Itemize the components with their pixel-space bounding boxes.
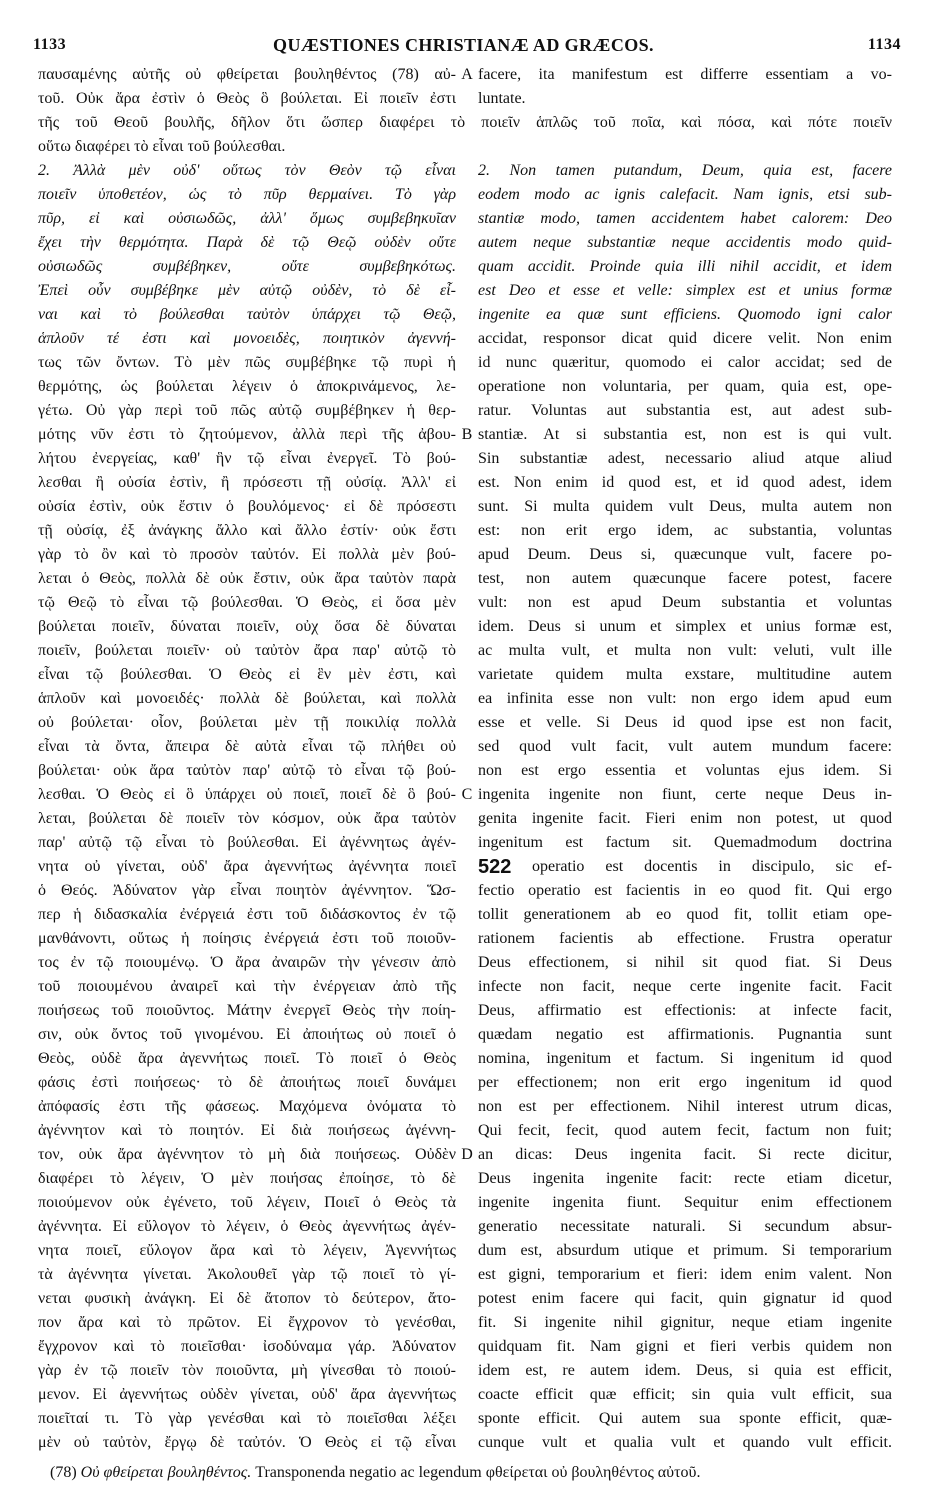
text-line <box>0 736 927 758</box>
latin-column-line: luntate. <box>478 90 526 107</box>
latin-column-line: quædam negatio est affirmationis. Pugnantia sunt <box>478 1026 892 1043</box>
text-line <box>0 640 927 662</box>
latin-column-line: tollit generationem ab eo quod fit, tollit etiam ope- <box>478 906 892 923</box>
text-line <box>0 808 927 830</box>
section-marker: D <box>461 1146 473 1163</box>
latin-column-line: varietate quidem multa exstare, multitudine autem <box>478 666 892 683</box>
greek-column-line: οὐσιωδῶς συμβέβηκεν, οὔτε συμβεβηκότως. <box>38 258 456 275</box>
footnote-number: (78) <box>50 1464 77 1481</box>
text-line <box>0 328 927 350</box>
text-line <box>0 1240 927 1262</box>
text-line <box>0 1288 927 1310</box>
greek-column-line: ποιήσεως τοῦ ποιοῦντος. Μάτην ἐνεργεῖ Θεὸς τὴν ποίη- <box>38 1002 456 1019</box>
greek-column-line: παρ' αὐτῷ τῷ εἶναι τὸ βούλεσθαι. Εἰ ἀγέννητως ἀγέν- <box>38 834 456 851</box>
latin-column-line: cunque vult et qualia vult et quando vult efficit. <box>478 1434 892 1451</box>
text-line <box>0 88 927 110</box>
greek-column-line: μὲν οὐ ταὐτὸν, ἔργῳ δὲ ταὐτόν. Ὁ Θεὸς εἰ τῷ εἶναι <box>38 1434 456 1451</box>
footnote-greek-correction: φθείρεται οὐ βουληθέντος αὐτοῦ. <box>485 1464 701 1481</box>
text-line <box>0 376 927 398</box>
greek-column-line: ἀγέννητα. Εἰ εὔλογον τὸ λέγειν, ὁ Θεὸς ἀγεννήτως ἀγέν- <box>38 1218 456 1235</box>
greek-column-line: λεται ὁ Θεὸς, πολλὰ δὲ οὐκ ἔστιν, οὐκ ἄρα ταὐτὸν παρὰ <box>38 570 456 587</box>
greek-column-line: 2. Ἀλλὰ μὲν οὐδ' οὕτως τὸν Θεὸν τῷ εἶναι <box>38 162 456 179</box>
latin-column-line: quam accidit. Proinde quia illi nihil accidit, et idem <box>478 258 892 275</box>
latin-column-line: quidquam fit. Nam gigni et fieri verbis quidem non <box>478 1338 892 1355</box>
greek-column-line: τῇ οὐσίᾳ, ἐξ ἀνάγκης ἄλλο καὶ ἄλλο ἐστίν· οὐκ ἔστι <box>38 522 456 539</box>
greek-column-line: λεσθαι. Ὁ Θεὸς εἰ ὃ ὑπάρχει οὐ ποιεῖ, ποιεῖ δὲ ὃ βού- <box>38 786 456 803</box>
greek-column-line: τον, οὐκ ἄρα ἀγέννητον τὸ μὴ διὰ ποιήσεως. Οὐδὲν <box>38 1146 456 1163</box>
text-line <box>0 568 927 590</box>
greek-column-line: φάσις ἐστὶ ποιήσεως· τὸ δὲ ἀποιήτως ποιεῖ δυνάμει <box>38 1074 456 1091</box>
greek-column-line: ποιεῖταί τι. Τὸ γὰρ γενέσθαι καὶ τὸ ποιεῖσθαι λέξει <box>38 1410 456 1427</box>
latin-column-line: generatio necessitate naturali. Si secundum absur- <box>478 1218 892 1235</box>
text-line <box>0 928 927 950</box>
latin-column-line: genita ingenite facit. Fieri enim non potest, ut quod <box>478 810 892 827</box>
greek-column-line: γὰρ ἐν τῷ ποιεῖν τὸν ποιοῦντα, μὴ γίνεσθαι τὸ ποιού- <box>38 1362 456 1379</box>
greek-column-line: βούλεται ποιεῖν, δύναται ποιεῖν, οὐχ ὅσα δὲ δύναται <box>38 618 456 635</box>
text-line <box>0 280 927 302</box>
latin-column-line: est. Non enim id quod est, et id quod adest, idem <box>478 474 892 491</box>
running-title: QUÆSTIONES CHRISTIANÆ AD GRÆCOS. <box>273 35 654 55</box>
latin-column-line: Qui fecit, fecit, quod autem fecit, factum non fuit; <box>478 1122 892 1139</box>
greek-column-line: τος ἐν τῷ ποιουμένῳ. Ὁ ἄρα ἀναιρῶν τὴν γένεσιν ἀπὸ <box>38 954 456 971</box>
latin-column-line: sunt. Si multa quidem vult Deus, multa autem non <box>478 498 892 515</box>
greek-column-line: γέτω. Οὐ γὰρ περὶ τοῦ πῶς αὐτῷ συμβέβηκεν ἡ θερ- <box>38 402 456 419</box>
latin-column-line: ingenite ea quæ sunt efficiens. Quomodo igni calor <box>478 306 892 323</box>
text-line <box>0 1336 927 1358</box>
greek-column-line: παυσαμένης αὐτῆς οὐ φθείρεται βουληθέντος (78) αὐ- <box>38 66 456 83</box>
latin-column-line: potest enim facere qui facit, quin gignatur id quod <box>478 1290 892 1307</box>
text-line <box>0 208 927 230</box>
full-width-line: τῆς τοῦ Θεοῦ βουλῆς, δῆλον ὅτι ὥσπερ διαφέρει τὸ ποιεῖν ἁπλῶς τοῦ ποῖα, καὶ πόσα, καὶ πότε ποιεῖν <box>38 114 892 131</box>
text-line <box>0 1264 927 1286</box>
latin-column-line: est: non erit ergo idem, ac substantia, voluntas <box>478 522 892 539</box>
greek-column-line: ἀπόφασίς ἐστι τῆς φάσεως. Μαχόμενα ὀνόματα τὸ <box>38 1098 456 1115</box>
greek-column-line: νεται φυσικὴ ἀνάγκη. Εἰ δὲ ἄτοπον τὸ δεύτερον, ἄτο- <box>38 1290 456 1307</box>
latin-column-line: coacte efficit quæ efficit; sin quia vult efficit, sua <box>478 1386 892 1403</box>
greek-column-line: εἶναι τὰ ὄντα, ἄπειρα δὲ αὐτὰ εἶναι τῷ πλήθει οὐ <box>38 738 456 755</box>
greek-column-line: μανθάνοντι, οὕτως ἡ ποίησις ἐνέργειά ἐστι τοῦ ποιοῦν- <box>38 930 456 947</box>
section-marker: B <box>461 426 473 443</box>
latin-column-line: autem neque substantiæ neque accidentis modo quid- <box>478 234 892 251</box>
latin-column-line: est gigni, temporarium et fieri: idem enim valent. Non <box>478 1266 892 1283</box>
text-line <box>0 232 927 254</box>
text-line <box>0 1216 927 1238</box>
latin-column-line: ingenita ingenite non fiunt, certe neque Deus in- <box>478 786 892 803</box>
text-line <box>0 1072 927 1094</box>
greek-column-line: ποιούμενον οὐκ ἐγένετο, τοῦ λέγειν, Ποιεῖ ὁ Θεὸς τὰ <box>38 1194 456 1211</box>
text-line <box>0 1192 927 1214</box>
latin-column-line: esse et velle. Si Deus id quod ipse est non facit, <box>478 714 892 731</box>
latin-column-line: test, non autem quæcunque facere potest, facere <box>478 570 892 587</box>
latin-column-line: operatio est docentis in discipulo, sic ef- <box>532 858 892 875</box>
greek-column-line: ναι καὶ τὸ βούλεσθαι ταὐτὸν ὑπάρχει τῷ Θεῷ, <box>38 306 456 323</box>
latin-column-line: non est per effectionem. Nihil interest utrum dicas, <box>478 1098 892 1115</box>
latin-column-line: dum est, absurdum utique et primum. Si temporarium <box>478 1242 892 1259</box>
text-line <box>0 424 927 446</box>
greek-column-line: οὕτω διαφέρει τὸ εἶναι τοῦ βούλεσθαι. <box>38 138 286 155</box>
text-line <box>0 1048 927 1070</box>
text-line <box>0 1432 927 1454</box>
text-line <box>0 448 927 470</box>
latin-column-line: accidat, responsor dicat quid dicere velit. Non enim <box>478 330 892 347</box>
text-line <box>0 1096 927 1118</box>
latin-column-line: ea infinita esse non vult: non ergo idem apud eum <box>478 690 892 707</box>
greek-column-line: Θεὸς, οὐδὲ ἄρα ἀγεννήτως ποιεῖ. Τὸ ποιεῖ ὁ Θεὸς <box>38 1050 456 1067</box>
latin-column-line: Sin substantiæ adest, necessario aliud atque aliud <box>478 450 892 467</box>
text-line <box>0 664 927 686</box>
latin-column-line: an dicas: Deus ingenita facit. Si recte dicitur, <box>478 1146 892 1163</box>
text-line <box>0 64 927 86</box>
latin-column-line: id nunc quæritur, quomodo ei calor accidat; sed de <box>478 354 892 371</box>
latin-column-line: Deus effectionem, si nihil sit quod fiat. Si Deus <box>478 954 892 971</box>
greek-column-line: γὰρ τὸ ὂν καὶ τὸ προσὸν ταὐτόν. Εἰ πολλὰ μὲν βού- <box>38 546 456 563</box>
greek-column-line: ὁ Θεός. Ἀδύνατον γὰρ εἶναι ποιητὸν ἀγέννητον. Ὥσ- <box>38 882 456 899</box>
text-line <box>0 832 927 854</box>
latin-column-line: sponte efficit. Qui autem sua sponte efficit, quæ- <box>478 1410 892 1427</box>
latin-column-line: operatione non voluntaria, per quam, quia est, ope- <box>478 378 892 395</box>
text-line <box>0 592 927 614</box>
greek-column-line: οὐ βούλεται· οἷον, βούλεται μὲν τῇ ποικιλίᾳ πολλὰ <box>38 714 456 731</box>
text-line <box>0 256 927 278</box>
latin-column-line: stantiæ modo, tamen accidentem habet calorem: Deo <box>478 210 892 227</box>
latin-column-line: non est ergo essentia et voluntas ejus idem. Si <box>478 762 892 779</box>
text-line <box>0 1120 927 1142</box>
latin-column-line: infecte non facit, neque certe ingenite facit. Facit <box>478 978 892 995</box>
greek-column-line: ἀγέννητον καὶ τὸ ποιητόν. Εἰ διὰ ποιήσεως ἀγέννη- <box>38 1122 456 1139</box>
footnote-latin: Transponenda negatio ac legendum <box>255 1464 482 1481</box>
text-line <box>0 784 927 806</box>
text-line <box>0 856 927 878</box>
text-line <box>0 616 927 638</box>
greek-column-line: λήτου ἐνεργείας, καθ' ἣν τῷ εἶναι ἐνεργεῖ. Τὸ βού- <box>38 450 456 467</box>
greek-column-line: νητα ποιεῖ, εὔλογον ἄρα καὶ τὸ λέγειν, Ἀγεννήτως <box>38 1242 456 1259</box>
text-line <box>0 520 927 542</box>
footnote-greek-lemma: Οὐ φθείρεται βουληθέντος. <box>80 1464 252 1481</box>
latin-column-line: ratur. Voluntas aut substantia est, aut adest sub- <box>478 402 892 419</box>
latin-column-line: rationem facientis ab effectione. Frustra operatur <box>478 930 892 947</box>
edition-page-number: 522 <box>478 856 512 878</box>
page-number-left: 1133 <box>33 36 67 53</box>
text-line <box>0 1312 927 1334</box>
latin-column-line: ac multa vult, et multa non vult: veluti, vult ille <box>478 642 892 659</box>
text-line <box>0 1000 927 1022</box>
text-line <box>0 1168 927 1190</box>
greek-column-line: Ἐπεὶ οὖν συμβέβηκε μὲν αὐτῷ οὐδὲν, τὸ δὲ εἶ- <box>38 282 456 299</box>
text-line <box>0 472 927 494</box>
greek-column-line: ἔχει τὴν θερμότητα. Παρὰ δὲ τῷ Θεῷ οὐδὲν οὔτε <box>38 234 456 251</box>
text-line <box>0 1408 927 1430</box>
greek-column-line: μότης νῦν ἐστι τὸ ζητούμενον, ἀλλὰ περὶ τῆς ἀβου- <box>38 426 456 443</box>
greek-column-line: τῷ Θεῷ τὸ εἶναι τῷ βούλεσθαι. Ὁ Θεὸς, εἰ ὅσα μὲν <box>38 594 456 611</box>
greek-column-line: ἔγχρονον καὶ τὸ ποιεῖσθαι· ἰσοδύναμα γάρ. Ἀδύνατον <box>38 1338 456 1355</box>
greek-column-line: πῦρ, εἰ καὶ οὐσιωδῶς, ἀλλ' ὅμως συμβεβηκυῖαν <box>38 210 456 227</box>
text-line <box>0 304 927 326</box>
greek-column-line: ποιεῖν ὑποθετέον, ὡς τὸ πῦρ θερμαίνει. Τὸ γὰρ <box>38 186 456 203</box>
text-line <box>0 400 927 422</box>
greek-column-line: τὰ ἀγέννητα γίνεται. Ἀκολουθεῖ γὰρ τῷ ποιεῖ τὸ γί- <box>38 1266 456 1283</box>
greek-column-line: λεται, βούλεται δὲ ποιεῖν τὸν κόσμον, οὐκ ἄρα ταὐτὸν <box>38 810 456 827</box>
latin-column-line: eodem modo ac ignis calefacit. Nam ignis, etsi sub- <box>478 186 892 203</box>
text-line <box>0 160 927 182</box>
text-line <box>0 712 927 734</box>
latin-column-line: apud Deum. Deus si, quæcunque vult, facere po- <box>478 546 892 563</box>
latin-column-line: est Deo et esse et velle: simplex est et unius formæ <box>478 282 892 299</box>
section-marker: C <box>461 786 473 803</box>
greek-column-line: περ ἡ διδασκαλία ἐνέργειά ἐστι τοῦ διδάσκοντος ἐν τῷ <box>38 906 456 923</box>
greek-column-line: λεσθαι ἢ οὐσία ἐστὶν, ἢ πρόσεστι τῇ οὐσίᾳ. Ἀλλ' εἰ <box>38 474 456 491</box>
text-line <box>0 688 927 710</box>
text-line <box>0 1384 927 1406</box>
text-line <box>0 1024 927 1046</box>
footnote <box>50 1462 892 1484</box>
latin-column-line: ingenite ingenita fiunt. Sequitur enim effectionem <box>478 1194 892 1211</box>
greek-column-line: νητα οὐ γίνεται, οὐδ' ἄρα ἀγεννήτως ἀγέννητα ποιεῖ <box>38 858 456 875</box>
text-line <box>0 880 927 902</box>
greek-column-line: σιν, οὐκ ὄντος τοῦ γινομένου. Εἰ ἀποιήτως οὐ ποιεῖ ὁ <box>38 1026 456 1043</box>
greek-column-line: οὐσία ἐστὶν, οὐκ ἔστιν ὁ βουλόμενος· εἰ δὲ πρόσεστι <box>38 498 456 515</box>
greek-column-line: τοῦ ποιουμένου ἀναιρεῖ καὶ τὴν ἐνέργειαν ἀπὸ τῆς <box>38 978 456 995</box>
greek-column-line: τοῦ. Οὐκ ἄρα ἐστὶν ὁ Θεὸς ὃ βούλεται. Εἰ ποιεῖν ἐστι <box>38 90 456 107</box>
text-line <box>0 904 927 926</box>
text-line <box>0 496 927 518</box>
latin-column-line: sed quod vult facit, vult autem mundum facere: <box>478 738 892 755</box>
text-line <box>0 760 927 782</box>
latin-column-line: per effectionem; non erit ergo ingenitum id quod <box>478 1074 892 1091</box>
latin-column-line: Deus, affirmatio est effectionis: at infecte facit, <box>478 1002 892 1019</box>
greek-column-line: μενον. Εἰ ἀγεννήτως οὐδὲν γίνεται, οὐδ' ἄρα ἀγεννήτως <box>38 1386 456 1403</box>
text-line <box>0 1360 927 1382</box>
latin-column-line: fit. Si ingenite nihil gignitur, neque etiam ingenite <box>478 1314 892 1331</box>
latin-column-line: idem. Deus si unum et simplex et unius formæ est, <box>478 618 892 635</box>
latin-column-line: stantiæ. At si substantia est, non est is qui vult. <box>478 426 892 443</box>
text-line <box>0 352 927 374</box>
text-line <box>0 184 927 206</box>
latin-column-line: nomina, ingenitum et factum. Si ingenitum id quod <box>478 1050 892 1067</box>
latin-column-line: fectio operatio est facientis in eo quod fit. Qui ergo <box>478 882 892 899</box>
latin-column-line: idem est, re autem idem. Deus, si quia est efficit, <box>478 1362 892 1379</box>
greek-column-line: θερμότης, ὡς βούλεται λέγειν ὁ ἀποκρινάμενος, λε- <box>38 378 456 395</box>
greek-column-line: ἁπλοῦν τέ ἐστι καὶ μονοειδὲς, ποιητικὸν ἀγεννή- <box>38 330 456 347</box>
greek-column-line: διαφέρει τὸ λέγειν, Ὁ μὲν ποιήσας ἐποίησε, τὸ δὲ <box>38 1170 456 1187</box>
latin-column-line: 2. Non tamen putandum, Deum, quia est, facere <box>478 162 892 179</box>
greek-column-line: ποιεῖν, βούλεται ποιεῖν· οὐ ταὐτὸν ἄρα παρ' αὐτῷ τὸ <box>38 642 456 659</box>
text-line <box>0 976 927 998</box>
greek-column-line: τως τῶν ὄντων. Τὸ μὲν πῶς συμβέβηκε τῷ πυρὶ ἡ <box>38 354 456 371</box>
greek-column-line: βούλεται· οὐκ ἄρα ταὐτὸν παρ' αὐτῷ τὸ εἶναι τῷ βού- <box>38 762 456 779</box>
latin-column-line: facere, ita manifestum est differre essentiam a vo- <box>478 66 892 83</box>
text-line <box>0 544 927 566</box>
latin-column-line: Deus ingenita ingenite facit: recte etiam dicetur, <box>478 1170 892 1187</box>
text-line <box>0 1144 927 1166</box>
text-line <box>0 952 927 974</box>
latin-column-line: vult: non est apud Deum substantia et voluntas <box>478 594 892 611</box>
greek-column-line: εἶναι τῷ βούλεσθαι. Ὁ Θεὸς εἰ ἓν μὲν ἐστι, καὶ <box>38 666 456 683</box>
greek-column-line: ἁπλοῦν καὶ μονοειδές· πολλὰ δὲ βούλεται, καὶ πολλὰ <box>38 690 456 707</box>
greek-column-line: πον ἄρα καὶ τὸ πρῶτον. Εἰ ἔγχρονον τὸ γενέσθαι, <box>38 1314 456 1331</box>
text-line <box>0 136 927 158</box>
latin-column-line: ingenitum est factum sit. Quemadmodum doctrina <box>478 834 892 851</box>
text-line <box>0 112 927 134</box>
section-marker: A <box>461 66 473 83</box>
page-number-right: 1134 <box>867 36 901 53</box>
